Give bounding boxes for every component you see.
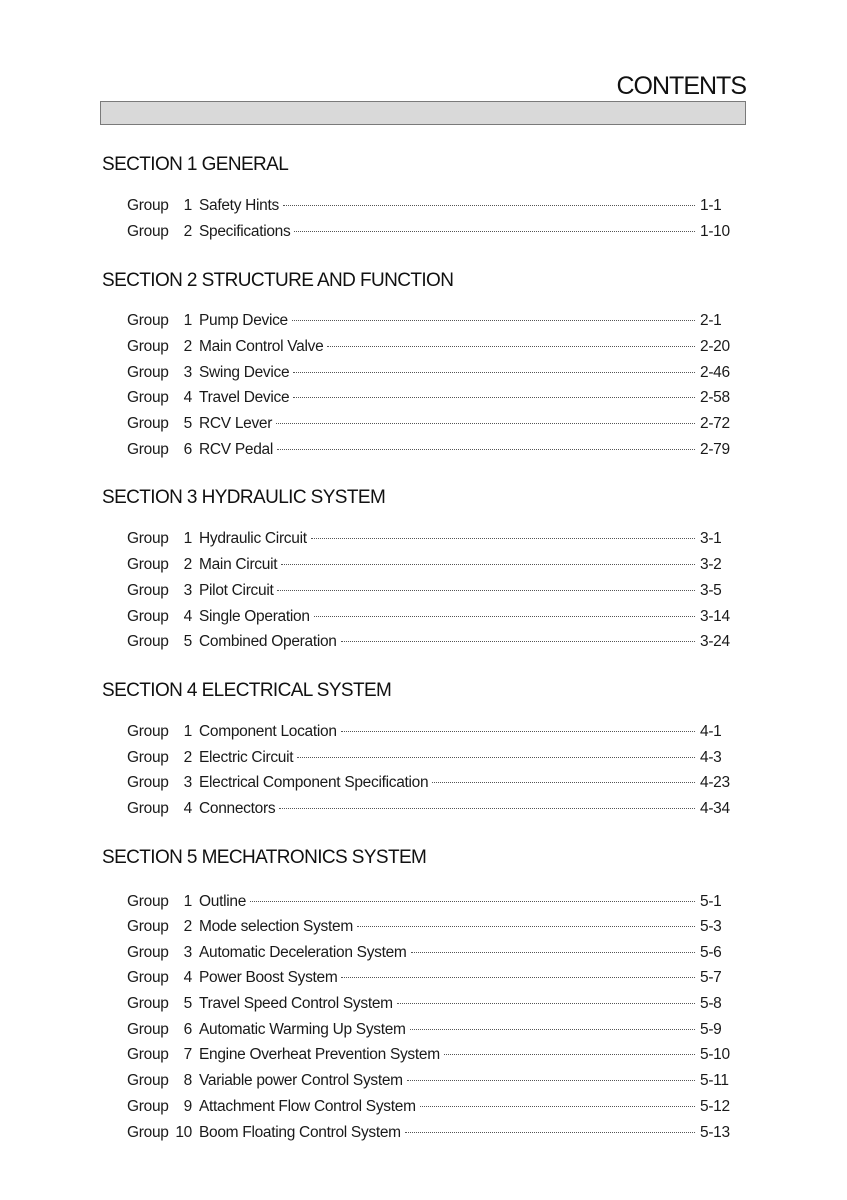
page-number: 2-72 — [700, 415, 730, 432]
group-label — [127, 723, 199, 741]
toc-entry[interactable] — [127, 633, 736, 653]
dot-leader — [293, 372, 695, 373]
group-label — [127, 441, 199, 459]
page-number: 5-3 — [700, 918, 722, 935]
toc-entry[interactable] — [127, 969, 736, 989]
toc-entry[interactable] — [127, 918, 736, 938]
group-word: Group — [127, 415, 169, 432]
entry-title: Main Control Valve — [199, 338, 324, 355]
section-heading: SECTION 2 STRUCTURE AND FUNCTION — [102, 270, 454, 291]
group-label — [127, 749, 199, 767]
entry-title: Mode selection System — [199, 918, 353, 935]
dot-leader — [327, 346, 695, 347]
entry-title: Single Operation — [199, 608, 310, 625]
dot-leader — [341, 731, 695, 732]
dot-leader — [297, 757, 695, 758]
page-number: 4-23 — [700, 774, 730, 791]
entry-title: Hydraulic Circuit — [199, 530, 307, 547]
group-label — [127, 530, 199, 548]
group-label — [127, 995, 199, 1013]
group-word: Group — [127, 364, 169, 381]
group-label — [127, 312, 199, 330]
dot-leader — [407, 1080, 695, 1081]
toc-entry[interactable] — [127, 389, 736, 409]
group-word: Group — [127, 969, 169, 986]
group-word: Group — [127, 749, 169, 766]
page-number: 2-1 — [700, 312, 722, 329]
dot-leader — [405, 1132, 695, 1133]
group-number: 5 — [183, 415, 192, 432]
page-number: 4-3 — [700, 749, 722, 766]
dot-leader — [397, 1003, 695, 1004]
entry-title: Automatic Warming Up System — [199, 1021, 406, 1038]
group-label — [127, 969, 199, 987]
group-word: Group — [127, 223, 169, 240]
dot-leader — [357, 926, 695, 927]
entry-title: Specifications — [199, 223, 291, 240]
page-number: 2-20 — [700, 338, 730, 355]
entry-title: Component Location — [199, 723, 337, 740]
group-word: Group — [127, 774, 169, 791]
toc-entry[interactable] — [127, 608, 736, 628]
dot-leader — [279, 808, 695, 809]
toc-entry[interactable] — [127, 1021, 736, 1041]
entry-title: Automatic Deceleration System — [199, 944, 407, 961]
toc-entry[interactable] — [127, 1072, 736, 1092]
entry-title: Power Boost System — [199, 969, 338, 986]
page-title: CONTENTS — [616, 72, 746, 100]
entry-title: Variable power Control System — [199, 1072, 403, 1089]
page-number: 5-9 — [700, 1021, 722, 1038]
entry-title: RCV Pedal — [199, 441, 273, 458]
page-number: 5-6 — [700, 944, 722, 961]
group-word: Group — [127, 800, 169, 817]
entry-title: Boom Floating Control System — [199, 1124, 401, 1141]
group-word: Group — [127, 1072, 169, 1089]
group-label — [127, 556, 199, 574]
group-number: 3 — [183, 364, 192, 381]
group-word: Group — [127, 441, 169, 458]
group-word: Group — [127, 1124, 169, 1141]
toc-entry[interactable] — [127, 441, 736, 461]
page-number: 5-12 — [700, 1098, 730, 1115]
toc-entry[interactable] — [127, 223, 736, 243]
group-label — [127, 1046, 199, 1064]
group-number: 2 — [183, 556, 192, 573]
toc-entry[interactable] — [127, 1098, 736, 1118]
dot-leader — [314, 616, 695, 617]
group-number: 6 — [183, 441, 192, 458]
group-word: Group — [127, 1046, 169, 1063]
group-number: 2 — [183, 749, 192, 766]
section-heading: SECTION 4 ELECTRICAL SYSTEM — [102, 680, 392, 701]
group-number: 1 — [183, 723, 192, 740]
group-number: 3 — [183, 582, 192, 599]
group-word: Group — [127, 338, 169, 355]
group-label — [127, 364, 199, 382]
section-heading: SECTION 1 GENERAL — [102, 154, 289, 175]
group-word: Group — [127, 944, 169, 961]
group-label — [127, 774, 199, 792]
group-label — [127, 633, 199, 651]
toc-entry[interactable] — [127, 312, 736, 332]
page-number: 5-10 — [700, 1046, 730, 1063]
group-number: 9 — [183, 1098, 192, 1115]
section-heading: SECTION 3 HYDRAULIC SYSTEM — [102, 487, 386, 508]
group-label — [127, 608, 199, 626]
dot-leader — [277, 449, 695, 450]
group-number: 7 — [183, 1046, 192, 1063]
dot-leader — [276, 423, 695, 424]
group-label — [127, 415, 199, 433]
page-number: 2-79 — [700, 441, 730, 458]
group-word: Group — [127, 389, 169, 406]
page-number: 3-2 — [700, 556, 722, 573]
group-number: 1 — [183, 197, 192, 214]
dot-leader — [281, 564, 695, 565]
entry-title: Engine Overheat Prevention System — [199, 1046, 440, 1063]
page-number: 3-5 — [700, 582, 722, 599]
group-number: 4 — [183, 800, 192, 817]
toc-entry[interactable] — [127, 556, 736, 576]
entry-title: Outline — [199, 893, 247, 910]
page-number: 3-1 — [700, 530, 722, 547]
group-word: Group — [127, 1021, 169, 1038]
group-number: 4 — [183, 389, 192, 406]
group-label — [127, 1124, 199, 1142]
group-number: 3 — [183, 774, 192, 791]
group-word: Group — [127, 582, 169, 599]
toc-entry[interactable] — [127, 338, 736, 358]
dot-leader — [341, 977, 695, 978]
group-number: 1 — [183, 530, 192, 547]
entry-title: Main Circuit — [199, 556, 278, 573]
group-number: 8 — [183, 1072, 192, 1089]
group-label — [127, 800, 199, 818]
group-number: 2 — [183, 223, 192, 240]
page-number: 2-58 — [700, 389, 730, 406]
entry-title: Safety Hints — [199, 197, 279, 214]
toc-entry[interactable] — [127, 800, 736, 820]
group-word: Group — [127, 893, 169, 910]
entry-title: RCV Lever — [199, 415, 273, 432]
group-number: 4 — [183, 608, 192, 625]
dot-leader — [432, 782, 695, 783]
group-label — [127, 944, 199, 962]
group-number: 6 — [183, 1021, 192, 1038]
group-label — [127, 893, 199, 911]
dot-leader — [444, 1054, 695, 1055]
toc-entry[interactable] — [127, 944, 736, 964]
group-word: Group — [127, 633, 169, 650]
group-word: Group — [127, 723, 169, 740]
group-label — [127, 223, 199, 241]
page-number: 5-7 — [700, 969, 722, 986]
group-word: Group — [127, 918, 169, 935]
page-number: 3-14 — [700, 608, 730, 625]
dot-leader — [410, 1029, 695, 1030]
group-number: 4 — [183, 969, 192, 986]
dot-leader — [250, 901, 695, 902]
group-label — [127, 582, 199, 600]
toc-entry[interactable] — [127, 197, 736, 217]
page-number: 1-10 — [700, 223, 730, 240]
toc-entry[interactable] — [127, 1046, 736, 1066]
page-number: 2-46 — [700, 364, 730, 381]
group-word: Group — [127, 312, 169, 329]
dot-leader — [311, 538, 695, 539]
page-number: 5-11 — [700, 1072, 729, 1089]
group-label — [127, 389, 199, 407]
group-number: 5 — [183, 995, 192, 1012]
group-number: 1 — [183, 312, 192, 329]
toc-entry[interactable] — [127, 774, 736, 794]
group-number: 5 — [183, 633, 192, 650]
dot-leader — [294, 231, 695, 232]
dot-leader — [283, 205, 695, 206]
group-label — [127, 1098, 199, 1116]
entry-title: Travel Speed Control System — [199, 995, 393, 1012]
group-label — [127, 918, 199, 936]
group-number: 10 — [175, 1124, 192, 1141]
page-number: 1-1 — [700, 197, 722, 214]
dot-leader — [341, 641, 695, 642]
entry-title: Connectors — [199, 800, 276, 817]
group-word: Group — [127, 197, 169, 214]
title-bar — [100, 101, 746, 125]
toc-entry[interactable] — [127, 1124, 736, 1144]
group-number: 1 — [183, 893, 192, 910]
page-number: 4-34 — [700, 800, 730, 817]
group-label — [127, 1072, 199, 1090]
group-word: Group — [127, 608, 169, 625]
group-word: Group — [127, 995, 169, 1012]
page-number: 5-8 — [700, 995, 722, 1012]
group-label — [127, 197, 199, 215]
toc-entry[interactable] — [127, 530, 736, 550]
page-number: 5-1 — [700, 893, 722, 910]
toc-entry[interactable] — [127, 364, 736, 384]
toc-entry[interactable] — [127, 893, 736, 913]
toc-entry[interactable] — [127, 995, 736, 1015]
group-number: 2 — [183, 918, 192, 935]
group-word: Group — [127, 556, 169, 573]
dot-leader — [277, 590, 695, 591]
dot-leader — [292, 320, 695, 321]
entry-title: Attachment Flow Control System — [199, 1098, 416, 1115]
toc-entry[interactable] — [127, 749, 736, 769]
page-number: 3-24 — [700, 633, 730, 650]
page-number: 5-13 — [700, 1124, 730, 1141]
group-word: Group — [127, 1098, 169, 1115]
entry-title: Electric Circuit — [199, 749, 294, 766]
entry-title: Pump Device — [199, 312, 288, 329]
group-number: 2 — [183, 338, 192, 355]
dot-leader — [420, 1106, 695, 1107]
dot-leader — [293, 397, 695, 398]
entry-title: Travel Device — [199, 389, 290, 406]
entry-title: Combined Operation — [199, 633, 337, 650]
group-label — [127, 338, 199, 356]
section-heading: SECTION 5 MECHATRONICS SYSTEM — [102, 847, 427, 868]
group-label — [127, 1021, 199, 1039]
toc-entry[interactable] — [127, 415, 736, 435]
dot-leader — [411, 952, 695, 953]
group-number: 3 — [183, 944, 192, 961]
toc-entry[interactable] — [127, 582, 736, 602]
toc-entry[interactable] — [127, 723, 736, 743]
entry-title: Pilot Circuit — [199, 582, 274, 599]
entry-title: Electrical Component Specification — [199, 774, 429, 791]
entry-title: Swing Device — [199, 364, 290, 381]
page-number: 4-1 — [700, 723, 722, 740]
group-word: Group — [127, 530, 169, 547]
